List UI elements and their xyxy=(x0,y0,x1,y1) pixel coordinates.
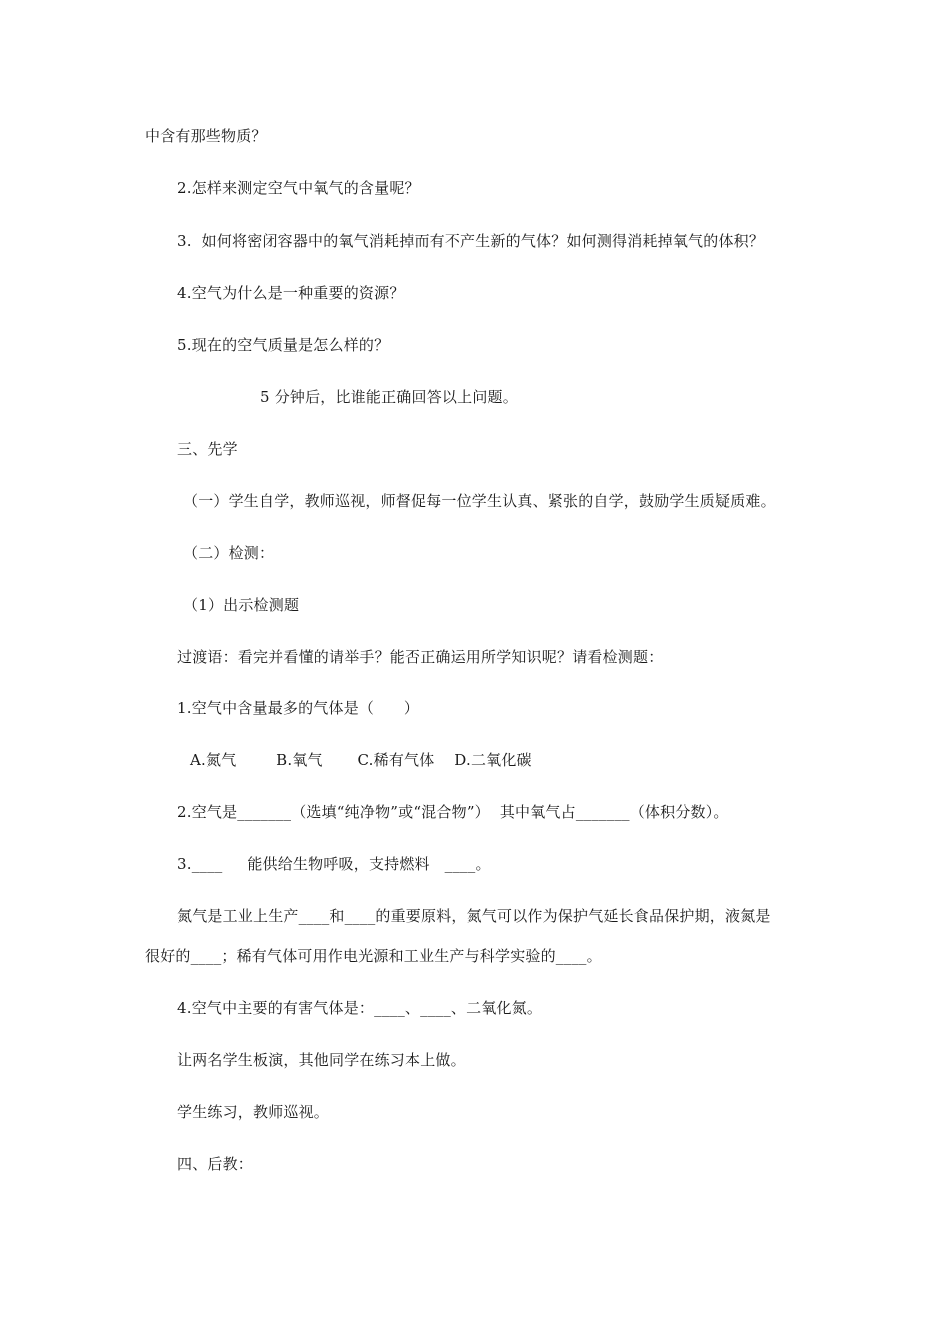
board-practice-text: 让两名学生板演，其他同学在练习本上做。 xyxy=(177,1051,466,1069)
student-practice-text: 学生练习，教师巡视。 xyxy=(177,1103,330,1121)
question-3: 3. 如何将密闭容器中的氧气消耗掉而有不产生新的气体？如何测得消耗掉氧气的体积？ xyxy=(177,232,765,250)
subsection-2-item-1: （1）出示检测题 xyxy=(183,596,300,614)
question-4: 4.空气为什么是一种重要的资源？ xyxy=(177,284,405,302)
subsection-1: （一）学生自学，教师巡视，师督促每一位学生认真、紧张的自学，鼓励学生质疑质难。 xyxy=(183,492,776,510)
text-line-continuation: 中含有那些物质？ xyxy=(145,127,267,145)
test-question-1-options: A.氮气 B.氧气 C.稀有气体 D.二氧化碳 xyxy=(190,751,532,769)
question-5: 5.现在的空气质量是怎么样的？ xyxy=(177,336,390,354)
section-heading-4: 四、后教： xyxy=(177,1155,254,1173)
test-question-3-cont-b: 很好的____；稀有气体可用作电光源和工业生产与科学实验的____。 xyxy=(145,947,602,965)
section-heading-3: 三、先学 xyxy=(177,440,238,458)
transition-text: 过渡语：看完并看懂的请举手？能否正确运用所学知识呢？请看检测题： xyxy=(177,648,664,666)
test-question-3: 3.____ 能供给生物呼吸，支持燃料 ____。 xyxy=(177,855,491,873)
test-question-1: 1.空气中含量最多的气体是（ ） xyxy=(177,699,420,717)
test-question-3-cont-a: 氮气是工业上生产____和____的重要原料，氮气可以作为保护气延长食品保护期，液氮是 xyxy=(177,907,771,925)
subsection-2: （二）检测： xyxy=(183,544,275,562)
test-question-2: 2.空气是_______（选填“纯净物”或“混合物”） 其中氧气占_______（体积分数）。 xyxy=(177,803,729,821)
test-question-4: 4.空气中主要的有害气体是：____、____、二氧化氮。 xyxy=(177,999,543,1017)
instruction-line: 5 分钟后，比谁能正确回答以上问题。 xyxy=(260,388,518,406)
question-2: 2.怎样来测定空气中氧气的含量呢？ xyxy=(177,179,420,197)
